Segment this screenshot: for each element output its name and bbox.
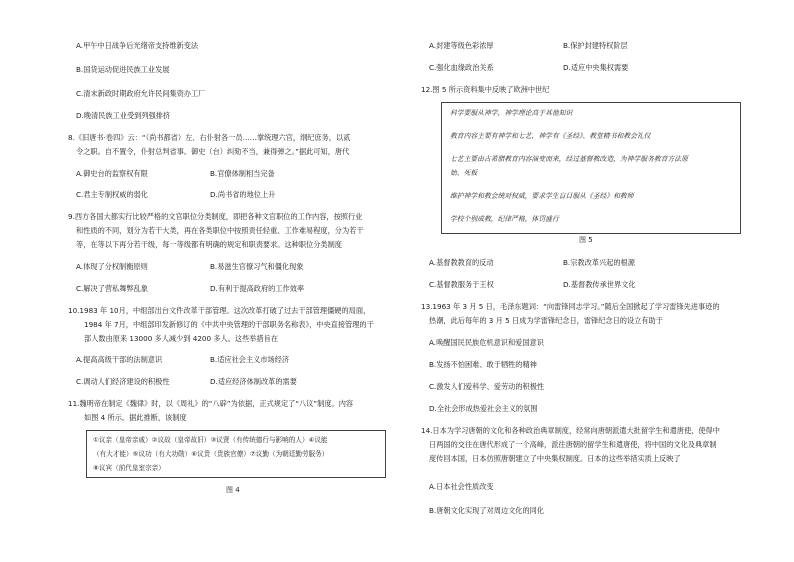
q10-option-b: B.适应社会主义市场经济 xyxy=(210,355,290,364)
q9-option-a: A.体现了分权制衡原则 xyxy=(76,262,148,271)
q14-stem-line2: 日两国的交往在唐代形成了一个高峰，派往唐朝的留学生和遣唐使，将中国的文化及典章制 xyxy=(429,440,717,449)
q10-option-d: D.适应经济体制改革的需要 xyxy=(210,377,297,386)
q12-stem: 12.图 5 所示资料集中反映了欧洲中世纪 xyxy=(421,85,550,94)
q9-stem-line2: 和性质的不同，划分为若干大类，再在各类职位中按照责任轻重、工作难易程度，分为若干 xyxy=(76,226,364,235)
q10-option-c: C.调动人们经济建设的积极性 xyxy=(76,377,170,386)
figure-4-caption: 图 4 xyxy=(226,486,240,494)
q10-stem-line2: 1984 年 7月，中组部印发新修订的《中共中央管理的干部职务名称表》，中央直接管理的干 xyxy=(84,320,374,329)
q10-stem-line1: 10.1983 年 10月，中组部出台文件改革干部管理。这次改革打破了过去干部管理僵硬的局面， xyxy=(68,306,371,315)
q10-option-a: A.提高高级干部的法制意识 xyxy=(76,355,163,364)
q10-stem-line3: 部人数由原来 13000 多人减少到 4200 多人。这些举措旨在 xyxy=(84,334,279,343)
figure-4-row2: （有大才能）⑤议功（有大功勋）⑥议贵（贵族官僚）⑦议勤（为朝廷勤劳服务） xyxy=(93,450,329,458)
figure-5-row6: 学校个别成教，纪律严格，体罚盛行 xyxy=(450,215,559,223)
q8-option-b: B.官僚体制相当完备 xyxy=(210,169,275,178)
q13-option-c: C.激发人们爱科学、爱劳动的积极性 xyxy=(429,382,545,391)
q12-option-a: A.基督教教育的反动 xyxy=(429,258,494,267)
figure-4-box xyxy=(86,430,386,478)
q7-option-b: B.国货运动促进民族工业发展 xyxy=(76,65,170,74)
q8-option-a: A.御史台的监察权有限 xyxy=(76,169,148,178)
q13-option-a: A.唤醒国民民族危机意识和爱国意识 xyxy=(429,338,544,347)
q7-option-a: A.甲午中日战争后光绪帝支持维新变法 xyxy=(76,41,199,50)
q14-option-b: B.唐朝文化实现了对周边文化的同化 xyxy=(429,506,545,515)
q9-option-c: C.解决了营私舞弊乱象 xyxy=(76,284,148,293)
q13-stem-line2: 热潮，此后每年的 3 月 5 日成为学雷锋纪念日，雷锋纪念日的设立有助于 xyxy=(429,316,663,325)
q12-option-d: D.基督教传承世界文化 xyxy=(563,280,636,289)
figure-5-box xyxy=(441,102,741,234)
q14-option-a: A.日本社会性质改变 xyxy=(429,482,494,491)
figure-5-row1: 科学要服从神学，神学理论高于其他知识 xyxy=(450,109,573,117)
q12-option-c: C.基督教服务于王权 xyxy=(429,280,494,289)
q13-stem-line1: 13.1963 年 3 月 5 日，毛泽东题词：“向雷锋同志学习。”随后全国掀起了学习雷锋先进事迹的 xyxy=(421,302,720,311)
q7-option-d: D.晚清民族工业受到列强排挤 xyxy=(76,111,171,120)
figure-5-caption: 图 5 xyxy=(579,236,593,244)
q9-option-b: B.易滋生官僚习气和僵化现象 xyxy=(210,262,304,271)
q11-option-a: A.封建等级色彩浓厚 xyxy=(429,41,494,50)
figure-4-row3: ⑧议宾（前代皇室宗亲） xyxy=(93,464,165,472)
q11-stem-line2: 如图 4 所示。据此推断，该制度 xyxy=(84,413,187,422)
q14-stem-line1: 14.日本为学习唐朝的文化和各种政治典章制度，经常向唐朝派遣大批留学生和遣唐使，使得中 xyxy=(421,426,720,435)
q13-option-b: B.发扬不怕困难、敢于牺牲的精神 xyxy=(429,360,537,369)
q14-stem-line3: 度传回本国，日本仿照唐朝建立了中央集权制度。日本的这些举措实质上反映了 xyxy=(429,454,681,463)
q11-option-d: D.适应中央集权需要 xyxy=(563,63,629,72)
q11-option-c: C.强化血缘政治关系 xyxy=(429,63,494,72)
figure-4-row1: ①议亲（皇帝亲戚）②议故（皇帝故旧）③议贤（有传统德行与影响的人）④议能 xyxy=(93,436,328,444)
q9-option-d: D.有利于提高政府的工作效率 xyxy=(210,284,305,293)
q9-stem-line3: 等，在等以下再分若干级，每一等级都有明确的规定和职责要求。这种职位分类制度 xyxy=(76,240,342,249)
q8-option-c: C.君主专制权威的弱化 xyxy=(76,190,148,199)
q11-option-b: B.保护封建特权阶层 xyxy=(563,41,628,50)
q8-stem-line2: 令之职。自不置令，仆射总判省事。御史（台）纠劾不当，兼得弹之。”据此可知，唐代 xyxy=(76,147,350,156)
figure-5-row4: 始、死板 xyxy=(450,169,478,177)
q9-stem-line1: 9.西方各国大都实行比较严格的文官职位分类制度，即把各种文官职位的工作内容，按照行业 xyxy=(68,212,363,221)
figure-5-row2: 教育内容主要有神学和七艺，神学有《圣经》、教堂精书和教会礼仪 xyxy=(450,132,651,140)
figure-5-row5: 维护神学和教会统对权威，要求学生盲目服从《圣经》和教师 xyxy=(450,192,634,200)
q7-option-c: C.清末新政时期政府允许民间集资办工厂 xyxy=(76,89,206,98)
q13-option-d: D.全社会形成热爱社会主义的氛围 xyxy=(429,404,538,413)
q11-stem-line1: 11.魏明帝在制定《魏律》时，以《周礼》的“八辟”为依据，正式规定了“八议”制度。内容 xyxy=(68,399,354,408)
q8-stem-line1: 8.《旧唐书·卷四》云：“（尚书都省）左、右仆射各一员……掌统理六官，纲纪庶务，以贰 xyxy=(68,133,351,142)
q8-option-d: D.尚书省的地位上升 xyxy=(210,190,276,199)
figure-5-row3: 七艺主要由古希腊教育内容演变而来，经过基督教改造，为神学服务教育方法原 xyxy=(450,155,688,163)
q12-option-b: B.宗教改革兴起的根源 xyxy=(563,258,635,267)
